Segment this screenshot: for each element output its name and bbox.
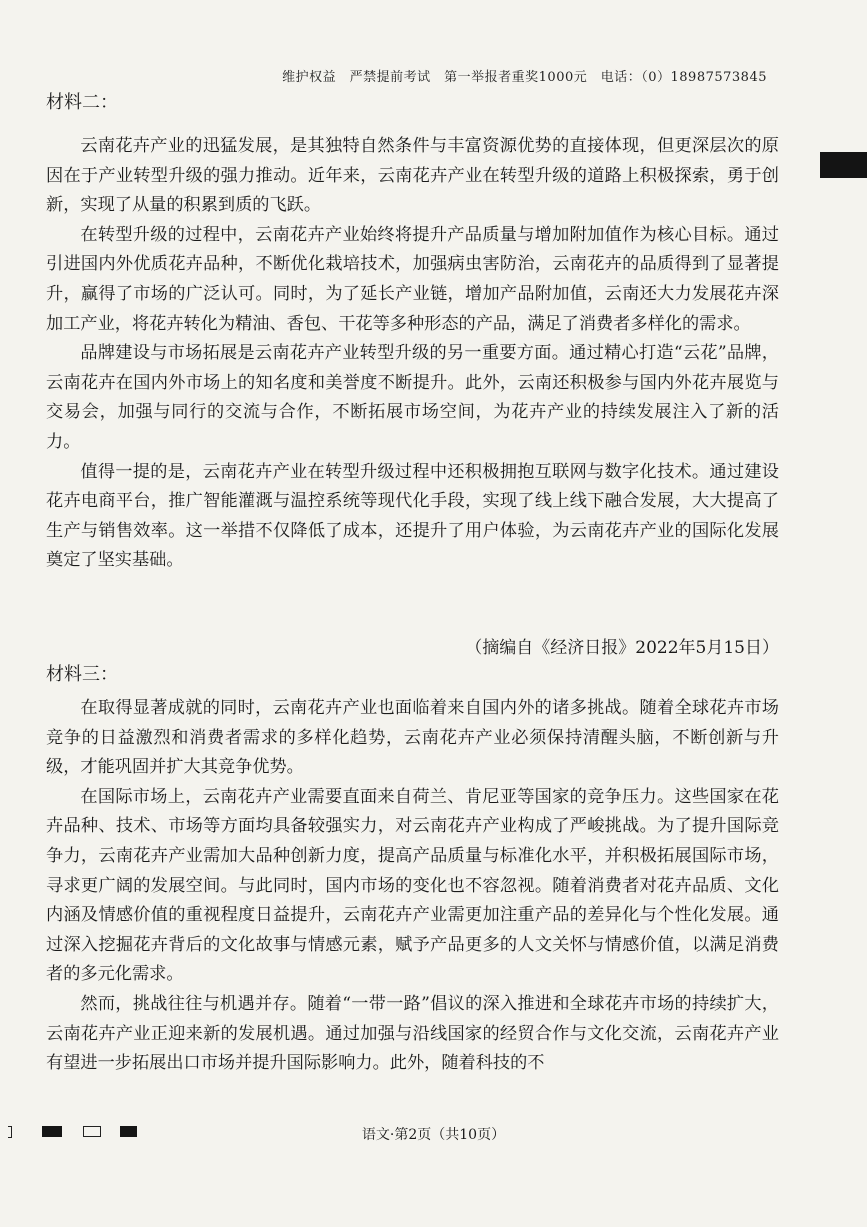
material2-body (46, 132, 779, 576)
material3-body (46, 694, 779, 1079)
material3-title: 材料三： (46, 664, 118, 685)
material2-title: 材料二： (46, 92, 118, 113)
material2-paragraph: 值得一提的是，云南花卉产业在转型升级过程中还积极拥抱互联网与数字化技术。通过建设花卉电商平台，推广智能灌溉与温控系统等现代化手段，实现了线上线下融合发展，大大提高了生产与销售效率。这一举措不仅降低了成本，还提升了用户体验，为云南花卉产业的国际化发展奠定了坚实基础。 (46, 461, 779, 571)
material2-paragraph: 品牌建设与市场拓展是云南花卉产业转型升级的另一重要方面。通过精心打造“云花”品牌，云南花卉在国内外市场上的知名度和美誉度不断提升。此外，云南还积极参与国内外花卉展览与交易会，加强与同行的交流与合作，不断拓展市场空间，为花卉产业的持续发展注入了新的活力。 (46, 343, 779, 452)
material2-source: （摘编自《经济日报》2022年5月15日） (465, 638, 779, 658)
material2-paragraph: 云南花卉产业的迅猛发展，是其独特自然条件与丰富资源优势的直接体现，但更深层次的原因在于产业转型升级的强力推动。近年来，云南花卉产业在转型升级的道路上积极探索，勇于创新，实现了从量的积累到质的飞跃。 (46, 136, 779, 216)
header-note: 维护权益 严禁提前考试 第一举报者重奖1000元 电话：（0）18987573845 (282, 70, 767, 85)
edge-marker (820, 152, 867, 178)
page-footer: 语文·第2页（共10页） (361, 1127, 506, 1143)
material3-paragraph: 然而，挑战往往与机遇并存。随着“一带一路”倡议的深入推进和全球花卉市场的持续扩大，云南花卉产业正迎来新的发展机遇。通过加强与沿线国家的经贸合作与文化交流，云南花卉产业有望进一步拓展出口市场并提升国际影响力。此外，随着科技的不 (46, 993, 779, 1074)
material2-paragraph: 在转型升级的过程中，云南花卉产业始终将提升产品质量与增加附加值作为核心目标。通过引进国内外优质花卉品种，不断优化栽培技术，加强病虫害防治，云南花卉的品质得到了显著提升，赢得了市场的广泛认可。同时，为了延长产业链，增加产品附加值，云南还大力发展花卉深加工产业，将花卉转化为精油、香包、干花等多种形态的产品，满足了消费者多样化的需求。 (46, 224, 779, 334)
material3-paragraph: 在取得显著成就的同时，云南花卉产业也面临着来自国内外的诸多挑战。随着全球花卉市场竞争的日益激烈和消费者需求的多样化趋势，云南花卉产业必须保持清醒头脑，不断创新与升级，才能巩固并扩大其竞争优势。 (46, 698, 779, 778)
material3-paragraph: 在国际市场上，云南花卉产业需要直面来自荷兰、肯尼亚等国家的竞争压力。这些国家在花卉品种、技术、市场等方面均具备较强实力，对云南花卉产业构成了严峻挑战。为了提升国际竞争力，云南花卉产业需加大品种创新力度，提高产品质量与标准化水平，并积极拓展国际市场，寻求更广阔的发展空间。与此同时，国内市场的变化也不容忽视。随着消费者对花卉品质、文化内涵及情感价值的重视程度日益提升，云南花卉产业需更加注重产品的差异化与个性化发展。通过深入挖掘花卉背后的文化故事与情感元素，赋予产品更多的人文关怀与情感价值，以满足消费者的多元化需求。 (46, 786, 779, 985)
